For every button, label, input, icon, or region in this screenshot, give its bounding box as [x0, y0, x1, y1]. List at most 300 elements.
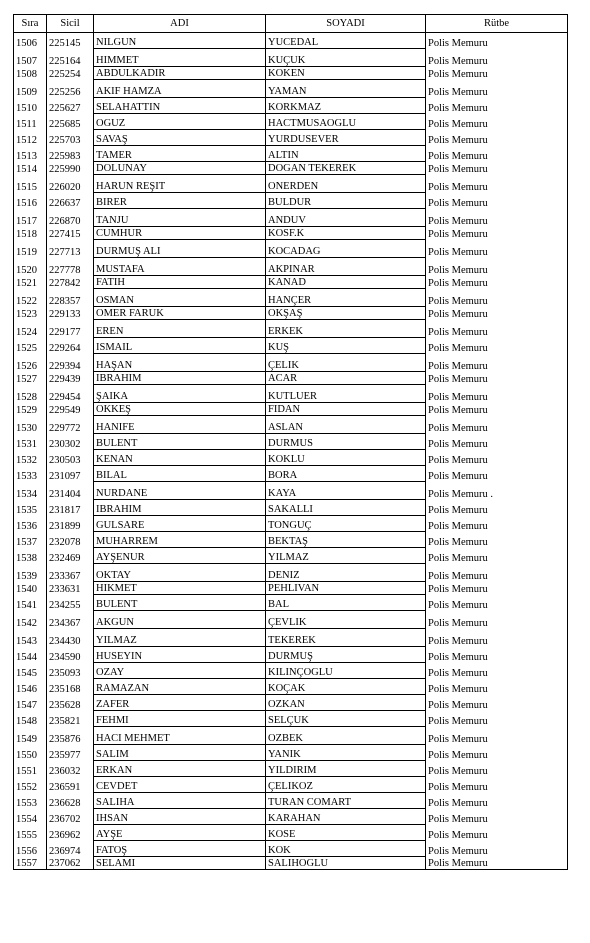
cell-adi: OKTAY: [94, 564, 266, 582]
cell-adi: AYŞE: [94, 825, 266, 841]
cell-soyadi: YAMAN: [266, 80, 426, 98]
cell-adi: SAVAŞ: [94, 130, 266, 146]
cell-adi: YILMAZ: [94, 629, 266, 647]
cell-sira: 1546: [14, 679, 47, 695]
cell-rutbe: Polis Memuru: [426, 761, 568, 777]
cell-sicil: 235876: [47, 727, 94, 745]
table-row: [14, 227, 568, 240]
personnel-table: [13, 14, 568, 870]
cell-sicil: 229439: [47, 372, 94, 385]
cell-rutbe: Polis Memuru: [426, 146, 568, 162]
cell-rutbe: Polis Memuru: [426, 67, 568, 80]
cell-rutbe: Polis Memuru: [426, 33, 568, 49]
cell-sira: 1536: [14, 516, 47, 532]
table-row: [14, 611, 568, 629]
cell-rutbe: Polis Memuru: [426, 548, 568, 564]
cell-soyadi: KUTLUER: [266, 385, 426, 403]
cell-adi: FATIH: [94, 276, 266, 289]
cell-sira: 1508: [14, 67, 47, 80]
cell-rutbe: Polis Memuru: [426, 595, 568, 611]
cell-adi: GULSARE: [94, 516, 266, 532]
cell-rutbe: Polis Memuru: [426, 582, 568, 595]
cell-sicil: 231817: [47, 500, 94, 516]
cell-adi: RAMAZAN: [94, 679, 266, 695]
cell-soyadi: PEHLIVAN: [266, 582, 426, 595]
cell-soyadi: ACAR: [266, 372, 426, 385]
cell-sicil: 229772: [47, 416, 94, 434]
cell-rutbe: Polis Memuru: [426, 679, 568, 695]
cell-sicil: 234430: [47, 629, 94, 647]
table-row: [14, 146, 568, 162]
cell-soyadi: DURMUŞ: [266, 647, 426, 663]
cell-adi: FATOŞ: [94, 841, 266, 857]
cell-adi: SALIHA: [94, 793, 266, 809]
cell-sira: 1519: [14, 240, 47, 258]
table-row: [14, 130, 568, 146]
table-row: [14, 695, 568, 711]
table-row: [14, 629, 568, 647]
table-row: [14, 320, 568, 338]
cell-rutbe: Polis Memuru: [426, 647, 568, 663]
cell-sira: 1521: [14, 276, 47, 289]
cell-sira: 1524: [14, 320, 47, 338]
cell-soyadi: KORKMAZ: [266, 98, 426, 114]
cell-adi: ISMAIL: [94, 338, 266, 354]
cell-rutbe: Polis Memuru: [426, 466, 568, 482]
cell-sira: 1538: [14, 548, 47, 564]
cell-sira: 1551: [14, 761, 47, 777]
cell-sira: 1530: [14, 416, 47, 434]
cell-adi: OZAY: [94, 663, 266, 679]
cell-sicil: 235168: [47, 679, 94, 695]
cell-soyadi: KOKEN: [266, 67, 426, 80]
table-row: [14, 49, 568, 67]
cell-soyadi: KOÇAK: [266, 679, 426, 695]
cell-sira: 1534: [14, 482, 47, 500]
cell-sira: 1523: [14, 307, 47, 320]
cell-sicil: 226870: [47, 209, 94, 227]
cell-sira: 1553: [14, 793, 47, 809]
cell-sira: 1512: [14, 130, 47, 146]
cell-rutbe: Polis Memuru: [426, 611, 568, 629]
table-row: [14, 289, 568, 307]
table-row: [14, 209, 568, 227]
header-sira: Sıra: [14, 15, 47, 33]
cell-soyadi: BULDUR: [266, 193, 426, 209]
cell-sira: 1535: [14, 500, 47, 516]
cell-soyadi: ÇEVLIK: [266, 611, 426, 629]
personnel-list-page: [13, 14, 567, 870]
cell-sira: 1522: [14, 289, 47, 307]
cell-sira: 1543: [14, 629, 47, 647]
cell-adi: TANJU: [94, 209, 266, 227]
header-soyadi: SOYADI: [266, 15, 426, 33]
cell-soyadi: TONGUÇ: [266, 516, 426, 532]
cell-sicil: 229394: [47, 354, 94, 372]
cell-soyadi: BORA: [266, 466, 426, 482]
cell-soyadi: SALIHOGLU: [266, 857, 426, 870]
cell-sicil: 235821: [47, 711, 94, 727]
cell-sicil: 232078: [47, 532, 94, 548]
table-row: [14, 711, 568, 727]
cell-sicil: 225254: [47, 67, 94, 80]
cell-sicil: 229454: [47, 385, 94, 403]
cell-adi: ŞAIKA: [94, 385, 266, 403]
cell-adi: NILGUN: [94, 33, 266, 49]
table-row: [14, 793, 568, 809]
table-row: [14, 500, 568, 516]
cell-adi: IHSAN: [94, 809, 266, 825]
cell-rutbe: Polis Memuru: [426, 825, 568, 841]
cell-soyadi: BAL: [266, 595, 426, 611]
cell-sicil: 230302: [47, 434, 94, 450]
table-row: [14, 727, 568, 745]
cell-soyadi: DENIZ: [266, 564, 426, 582]
cell-soyadi: KOKLU: [266, 450, 426, 466]
cell-sicil: 236962: [47, 825, 94, 841]
cell-rutbe: Polis Memuru: [426, 98, 568, 114]
cell-rutbe: Polis Memuru: [426, 809, 568, 825]
cell-sicil: 234255: [47, 595, 94, 611]
cell-sira: 1540: [14, 582, 47, 595]
table-row: [14, 532, 568, 548]
table-row: [14, 240, 568, 258]
cell-rutbe: Polis Memuru: [426, 793, 568, 809]
cell-sicil: 236702: [47, 809, 94, 825]
table-row: [14, 258, 568, 276]
cell-sicil: 225164: [47, 49, 94, 67]
cell-rutbe: Polis Memuru: [426, 175, 568, 193]
table-row: [14, 564, 568, 582]
cell-soyadi: OZBEK: [266, 727, 426, 745]
cell-rutbe: Polis Memuru: [426, 114, 568, 130]
cell-adi: HACI MEHMET: [94, 727, 266, 745]
cell-sicil: 230503: [47, 450, 94, 466]
cell-sicil: 228357: [47, 289, 94, 307]
cell-soyadi: ÇELIKOZ: [266, 777, 426, 793]
cell-soyadi: KILINÇOGLU: [266, 663, 426, 679]
cell-adi: AYŞENUR: [94, 548, 266, 564]
cell-soyadi: KOK: [266, 841, 426, 857]
cell-soyadi: OZKAN: [266, 695, 426, 711]
table-row: [14, 338, 568, 354]
cell-sicil: 235977: [47, 745, 94, 761]
cell-rutbe: Polis Memuru: [426, 745, 568, 761]
cell-sicil: 227842: [47, 276, 94, 289]
cell-soyadi: SELÇUK: [266, 711, 426, 727]
cell-rutbe: Polis Memuru: [426, 227, 568, 240]
cell-soyadi: TEKEREK: [266, 629, 426, 647]
cell-rutbe: Polis Memuru: [426, 500, 568, 516]
cell-sira: 1552: [14, 777, 47, 793]
cell-sicil: 236974: [47, 841, 94, 857]
cell-soyadi: KOSF.K: [266, 227, 426, 240]
cell-sicil: 231899: [47, 516, 94, 532]
cell-soyadi: YILMAZ: [266, 548, 426, 564]
table-row: [14, 857, 568, 870]
cell-adi: TAMER: [94, 146, 266, 162]
cell-adi: AKIF HAMZA: [94, 80, 266, 98]
table-row: [14, 162, 568, 175]
cell-soyadi: KUÇUK: [266, 49, 426, 67]
cell-sicil: 236628: [47, 793, 94, 809]
table-row: [14, 416, 568, 434]
cell-sicil: 235628: [47, 695, 94, 711]
table-row: [14, 809, 568, 825]
table-row: [14, 175, 568, 193]
table-row: [14, 466, 568, 482]
cell-sicil: 227778: [47, 258, 94, 276]
cell-rutbe: Polis Memuru: [426, 532, 568, 548]
cell-rutbe: Polis Memuru: [426, 354, 568, 372]
cell-sira: 1513: [14, 146, 47, 162]
cell-adi: HAŞAN: [94, 354, 266, 372]
table-row: [14, 67, 568, 80]
cell-sicil: 225983: [47, 146, 94, 162]
cell-adi: SELAHATTIN: [94, 98, 266, 114]
table-row: [14, 307, 568, 320]
cell-sira: 1539: [14, 564, 47, 582]
table-row: [14, 114, 568, 130]
table-row: [14, 595, 568, 611]
cell-rutbe: Polis Memuru: [426, 516, 568, 532]
header-sicil: Sicil: [47, 15, 94, 33]
cell-sira: 1549: [14, 727, 47, 745]
cell-soyadi: KOCADAG: [266, 240, 426, 258]
cell-sira: 1520: [14, 258, 47, 276]
cell-sira: 1517: [14, 209, 47, 227]
cell-sira: 1545: [14, 663, 47, 679]
table-row: [14, 403, 568, 416]
cell-adi: FEHMI: [94, 711, 266, 727]
table-row: [14, 825, 568, 841]
cell-sira: 1516: [14, 193, 47, 209]
cell-adi: OMER FARUK: [94, 307, 266, 320]
cell-soyadi: ERKEK: [266, 320, 426, 338]
cell-soyadi: AKPINAR: [266, 258, 426, 276]
table-body: [14, 33, 568, 870]
table-row: [14, 80, 568, 98]
cell-rutbe: Polis Memuru: [426, 403, 568, 416]
cell-rutbe: Polis Memuru: [426, 320, 568, 338]
cell-sicil: 236591: [47, 777, 94, 793]
cell-sicil: 233367: [47, 564, 94, 582]
cell-sicil: 225703: [47, 130, 94, 146]
cell-rutbe: Polis Memuru: [426, 416, 568, 434]
cell-sicil: 232469: [47, 548, 94, 564]
cell-sicil: 229264: [47, 338, 94, 354]
cell-adi: BIRER: [94, 193, 266, 209]
cell-sicil: 234590: [47, 647, 94, 663]
cell-adi: DOLUNAY: [94, 162, 266, 175]
cell-adi: DURMUŞ ALI: [94, 240, 266, 258]
cell-rutbe: Polis Memuru: [426, 49, 568, 67]
cell-soyadi: YANIK: [266, 745, 426, 761]
cell-soyadi: KANAD: [266, 276, 426, 289]
cell-rutbe: Polis Memuru: [426, 385, 568, 403]
table-row: [14, 761, 568, 777]
cell-adi: IBRAHIM: [94, 500, 266, 516]
cell-soyadi: ASLAN: [266, 416, 426, 434]
cell-adi: OGUZ: [94, 114, 266, 130]
cell-soyadi: TURAN COMART: [266, 793, 426, 809]
cell-rutbe: Polis Memuru: [426, 372, 568, 385]
cell-soyadi: KUŞ: [266, 338, 426, 354]
cell-rutbe: Polis Memuru: [426, 258, 568, 276]
cell-sicil: 237062: [47, 857, 94, 870]
table-row: [14, 482, 568, 500]
cell-rutbe: Polis Memuru: [426, 307, 568, 320]
cell-rutbe: Polis Memuru: [426, 629, 568, 647]
cell-adi: OSMAN: [94, 289, 266, 307]
cell-sira: 1526: [14, 354, 47, 372]
cell-sira: 1556: [14, 841, 47, 857]
cell-adi: MUHARREM: [94, 532, 266, 548]
cell-adi: SALIM: [94, 745, 266, 761]
table-row: [14, 33, 568, 49]
cell-sira: 1554: [14, 809, 47, 825]
cell-soyadi: YILDIRIM: [266, 761, 426, 777]
cell-adi: BULENT: [94, 434, 266, 450]
cell-sira: 1528: [14, 385, 47, 403]
table-row: [14, 841, 568, 857]
cell-sicil: 225256: [47, 80, 94, 98]
cell-soyadi: HACTMUSAOGLU: [266, 114, 426, 130]
cell-soyadi: OKŞAŞ: [266, 307, 426, 320]
cell-sicil: 225145: [47, 33, 94, 49]
cell-adi: HANIFE: [94, 416, 266, 434]
cell-soyadi: YURDUSEVER: [266, 130, 426, 146]
cell-sira: 1537: [14, 532, 47, 548]
cell-sira: 1514: [14, 162, 47, 175]
cell-sira: 1541: [14, 595, 47, 611]
cell-rutbe: Polis Memuru: [426, 162, 568, 175]
cell-sicil: 229133: [47, 307, 94, 320]
table-row: [14, 582, 568, 595]
header-rutbe: Rütbe: [426, 15, 568, 33]
cell-sira: 1529: [14, 403, 47, 416]
cell-soyadi: HANÇER: [266, 289, 426, 307]
table-row: [14, 434, 568, 450]
cell-rutbe: Polis Memuru: [426, 80, 568, 98]
table-row: [14, 663, 568, 679]
cell-sicil: 235093: [47, 663, 94, 679]
cell-rutbe: Polis Memuru: [426, 777, 568, 793]
cell-sira: 1506: [14, 33, 47, 49]
table-row: [14, 193, 568, 209]
cell-sira: 1510: [14, 98, 47, 114]
cell-rutbe: Polis Memuru: [426, 564, 568, 582]
cell-soyadi: ANDUV: [266, 209, 426, 227]
cell-adi: BULENT: [94, 595, 266, 611]
cell-adi: MUSTAFA: [94, 258, 266, 276]
cell-rutbe: Polis Memuru: [426, 240, 568, 258]
cell-sicil: 233631: [47, 582, 94, 595]
cell-sira: 1557: [14, 857, 47, 870]
cell-soyadi: KARAHAN: [266, 809, 426, 825]
table-row: [14, 745, 568, 761]
cell-adi: ERKAN: [94, 761, 266, 777]
cell-sira: 1509: [14, 80, 47, 98]
cell-soyadi: KOSE: [266, 825, 426, 841]
table-row: [14, 548, 568, 564]
cell-sira: 1550: [14, 745, 47, 761]
cell-adi: BILAL: [94, 466, 266, 482]
cell-sira: 1515: [14, 175, 47, 193]
cell-sira: 1511: [14, 114, 47, 130]
cell-soyadi: BEKTAŞ: [266, 532, 426, 548]
table-row: [14, 276, 568, 289]
cell-rutbe: Polis Memuru: [426, 857, 568, 870]
cell-adi: KENAN: [94, 450, 266, 466]
cell-soyadi: DOGAN TEKEREK: [266, 162, 426, 175]
cell-rutbe: Polis Memuru: [426, 450, 568, 466]
cell-adi: ZAFER: [94, 695, 266, 711]
cell-rutbe: Polis Memuru: [426, 663, 568, 679]
cell-sira: 1527: [14, 372, 47, 385]
cell-soyadi: FIDAN: [266, 403, 426, 416]
cell-soyadi: YUCEDAL: [266, 33, 426, 49]
cell-adi: CEVDET: [94, 777, 266, 793]
cell-adi: IBRAHIM: [94, 372, 266, 385]
cell-rutbe: Polis Memuru: [426, 727, 568, 745]
table-row: [14, 647, 568, 663]
cell-sicil: 231097: [47, 466, 94, 482]
cell-sira: 1548: [14, 711, 47, 727]
cell-adi: SELAMI: [94, 857, 266, 870]
table-row: [14, 98, 568, 114]
cell-sira: 1544: [14, 647, 47, 663]
table-header-row: [14, 15, 568, 33]
cell-adi: HIKMET: [94, 582, 266, 595]
cell-sicil: 229177: [47, 320, 94, 338]
cell-rutbe: Polis Memuru .: [426, 482, 568, 500]
cell-rutbe: Polis Memuru: [426, 289, 568, 307]
cell-adi: NURDANE: [94, 482, 266, 500]
cell-sira: 1533: [14, 466, 47, 482]
cell-sira: 1555: [14, 825, 47, 841]
cell-sicil: 226637: [47, 193, 94, 209]
cell-sira: 1542: [14, 611, 47, 629]
cell-rutbe: Polis Memuru: [426, 695, 568, 711]
cell-sicil: 229549: [47, 403, 94, 416]
cell-rutbe: Polis Memuru: [426, 338, 568, 354]
cell-adi: HUSEYIN: [94, 647, 266, 663]
cell-rutbe: Polis Memuru: [426, 276, 568, 289]
cell-soyadi: ONERDEN: [266, 175, 426, 193]
cell-soyadi: DURMUS: [266, 434, 426, 450]
table-row: [14, 450, 568, 466]
cell-rutbe: Polis Memuru: [426, 193, 568, 209]
table-row: [14, 385, 568, 403]
cell-adi: ABDULKADIR: [94, 67, 266, 80]
cell-adi: CUMHUR: [94, 227, 266, 240]
cell-adi: EREN: [94, 320, 266, 338]
cell-rutbe: Polis Memuru: [426, 434, 568, 450]
cell-sira: 1531: [14, 434, 47, 450]
cell-rutbe: Polis Memuru: [426, 841, 568, 857]
cell-sicil: 225627: [47, 98, 94, 114]
cell-adi: HIMMET: [94, 49, 266, 67]
table-row: [14, 372, 568, 385]
cell-sicil: 234367: [47, 611, 94, 629]
cell-sicil: 225990: [47, 162, 94, 175]
table-row: [14, 354, 568, 372]
cell-sira: 1507: [14, 49, 47, 67]
cell-rutbe: Polis Memuru: [426, 711, 568, 727]
cell-adi: OKKEŞ: [94, 403, 266, 416]
cell-sicil: 225685: [47, 114, 94, 130]
